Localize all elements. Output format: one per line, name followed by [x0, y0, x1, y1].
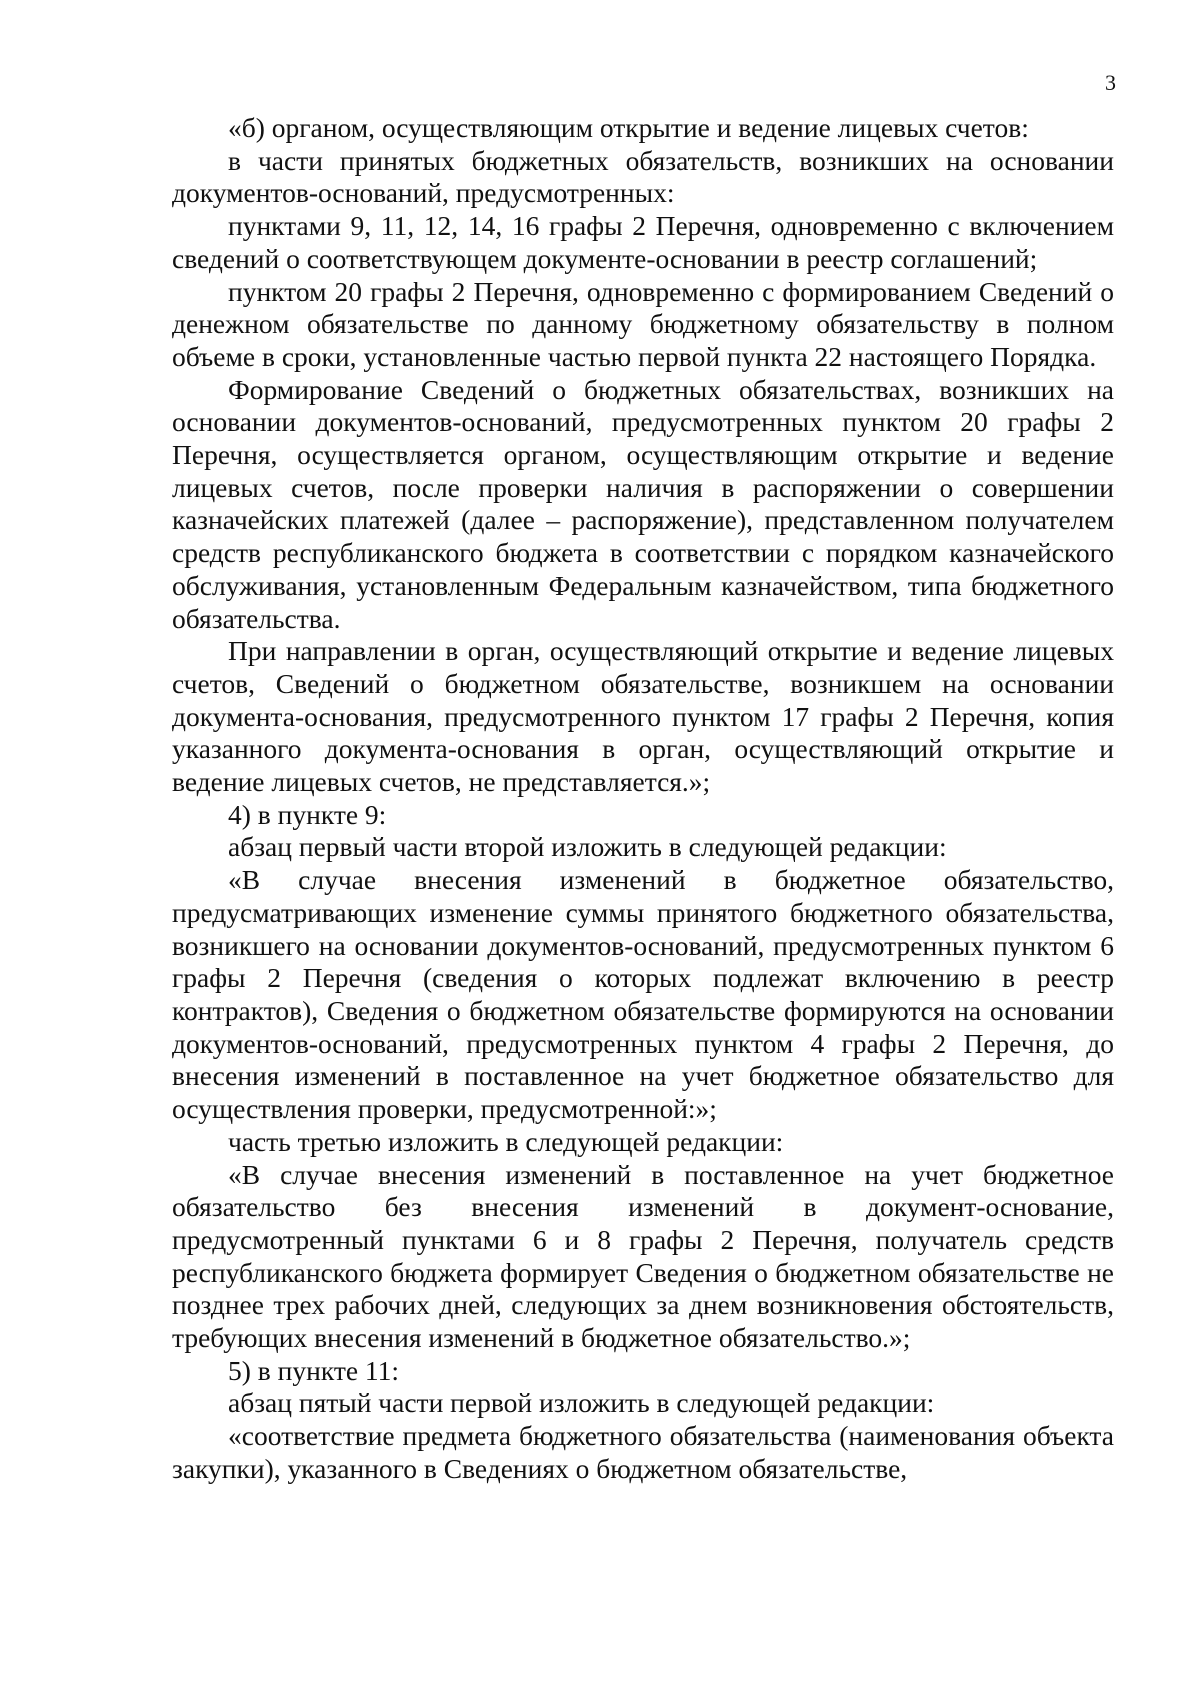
paragraph: абзац первый части второй изложить в следующей редакции: [228, 831, 947, 863]
paragraph: 5) в пункте 11: [228, 1354, 400, 1386]
paragraph: пунктом 20 графы 2 Перечня, одновременно с формированием Сведений о денежном обязательстве по данному бюджетному обязательству в полном объеме в сроки, установленные частью первой пункта 22 настоящего Порядка. [172, 275, 1114, 372]
paragraph: «соответствие предмета бюджетного обязательства (наименования объекта закупки), указанного в Сведениях о бюджетном обязательстве, [172, 1420, 1114, 1484]
paragraph: «В случае внесения изменений в поставленное на учет бюджетное обязательство без внесения изменений в документ-основание, предусмотренный пунктами 6 и 8 графы 2 Перечня, получатель средств республиканского бюджета формирует Сведения о бюджетном обязательстве не позднее трех рабочих дней, следующих за днем возникновения обстоятельств, требующих внесения изменений в бюджетное обязательство.»; [172, 1158, 1114, 1354]
paragraph: «В случае внесения изменений в бюджетное обязательство, предусматривающих изменение суммы принятого бюджетного обязательства, возникшего на основании документов-оснований, предусмотренных пунктом 6 графы 2 Перечня (сведения о которых подлежат включению в реестр контрактов), Сведения о бюджетном обязательстве формируются на основании документов-оснований, предусмотренных пунктом 4 графы 2 Перечня, до внесения изменений в поставленное на учет бюджетное обязательство для осуществления проверки, предусмотренной:»; [172, 864, 1114, 1125]
paragraph: в части принятых бюджетных обязательств, возникших на основании документов-оснований, предусмотренных: [172, 144, 1114, 209]
paragraph: часть третью изложить в следующей редакции: [228, 1125, 784, 1157]
paragraph: абзац пятый части первой изложить в следующей редакции: [228, 1387, 935, 1419]
paragraph: Формирование Сведений о бюджетных обязательствах, возникших на основании документов-оснований, предусмотренных пунктом 20 графы 2 Перечня, осуществляется органом, осуществляющим открытие и ведение лицевых счетов, после проверки наличия в распоряжении о совершении казначейских платежей (далее – распоряжение), представленном получателем средств республиканского бюджета в соответствии с порядком казначейского обслуживания, установленным Федеральным казначейством, типа бюджетного обязательства. [172, 373, 1114, 634]
paragraph: 4) в пункте 9: [228, 798, 387, 830]
document-body [172, 112, 1114, 1486]
paragraph: пунктами 9, 11, 12, 14, 16 графы 2 Перечня, одновременно с включением сведений о соответствующем документе-основании в реестр соглашений; [172, 210, 1114, 274]
paragraph: «б) органом, осуществляющим открытие и ведение лицевых счетов: [228, 112, 1029, 143]
page-number: 3 [1105, 70, 1116, 95]
paragraph: При направлении в орган, осуществляющий открытие и ведение лицевых счетов, Сведений о бюджетном обязательстве, возникшем на основании документа-основания, предусмотренного пунктом 17 графы 2 Перечня, копия указанного документа-основания в орган, осуществляющий открытие и ведение лицевых счетов, не представляется.»; [172, 635, 1114, 798]
